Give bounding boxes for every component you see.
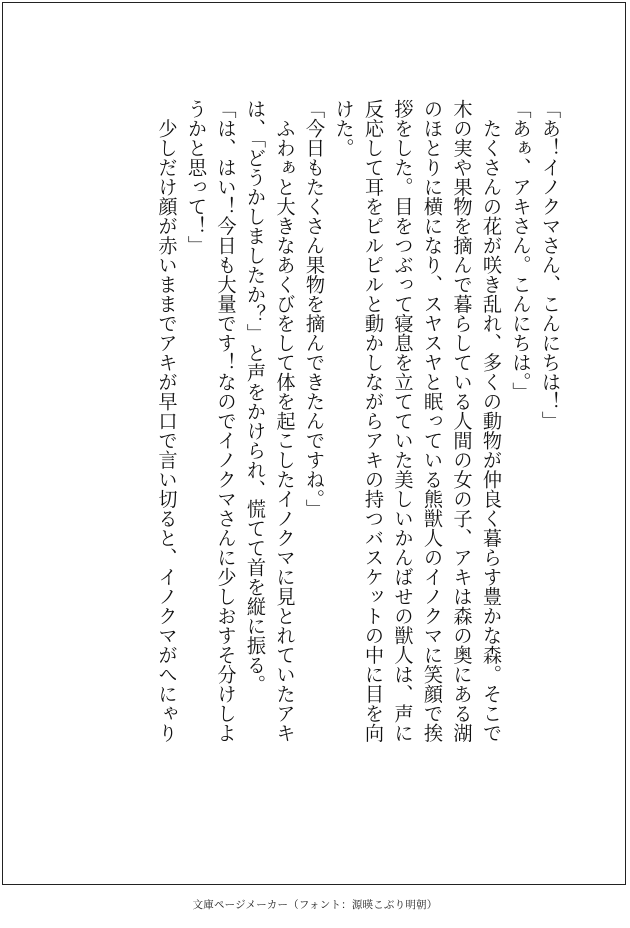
text-line: 拶をした。目をつぶって寝息を立てていた美しいかんばせの獣人は、声に [391, 99, 415, 743]
text-line: 「は、はい！今日も大量です！なのでイノクマさんに少しおすそ分けしよ [214, 99, 238, 743]
text-line: たくさんの花が咲き乱れ、多くの動物が仲良く暮らす豊かな森。そこで [480, 99, 503, 743]
text-line: 反応して耳をピルピルと動かしながらアキの持つバスケットの中に目を向 [362, 99, 385, 743]
text-line: 木の実や果物を摘んで暮らしている人間の女の子、アキは森の奥にある湖 [450, 99, 474, 743]
page-frame [2, 2, 626, 885]
text-line: うかと思って！」 [185, 99, 208, 255]
text-line: 「あ！イノクマさん、こんにちは！」 [539, 99, 562, 431]
text-line: ふわぁと大きなあくびをして体を起こしたイノクマに見とれていたアキ [273, 99, 297, 743]
footer-caption: 文庫ページメーカー（フォント：源暎こぶり明朝） [192, 899, 438, 911]
text-line: 「あぁ、アキさん。こんにちは。」 [509, 99, 533, 402]
text-line: のほとりに横になり、スヤスヤと眠っている熊獣人のイノクマに笑顔で挨 [421, 99, 444, 743]
text-line: 「今日もたくさん果物を摘んできたんですね。」 [303, 99, 326, 519]
text-line: は、「どうかしましたか？」と声をかけられ、慌てて首を縦に振る。 [244, 99, 267, 694]
text-line: けた。 [332, 99, 356, 158]
vertical-text-body [152, 99, 565, 789]
text-line: 少しだけ顔が赤いままでアキが早口で言い切ると、イノクマがへにゃり [155, 99, 179, 743]
